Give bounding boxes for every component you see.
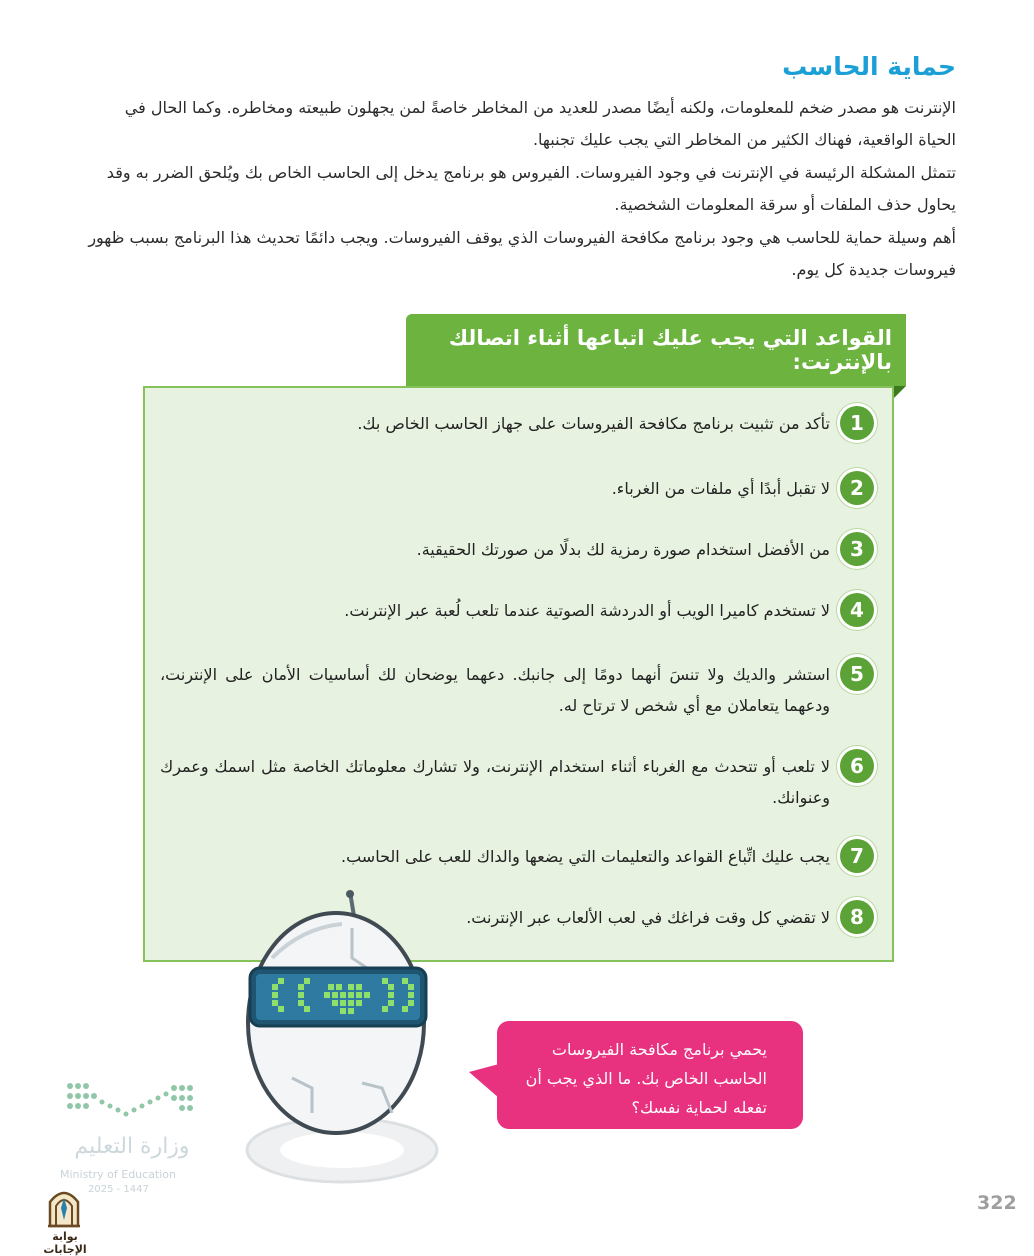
robot-mascot-illustration [232,888,442,1193]
rule-text: من الأفضل استخدام صورة رمزية لك بدلًا من صورتك الحقيقية. [416,540,830,559]
rule-item [160,657,874,721]
rule-text: استشر والديك ولا تنسَ أنهما دومًا إلى جانبك. دعهما يوضحان لك أساسيات الأمان على الإنترنت، ودعهما يتعاملان مع أي شخص لا ترتاح له. [160,665,830,715]
rule-number: 6 [840,749,874,783]
rule-item [160,749,874,813]
rule-item [612,471,874,505]
rule-item [466,900,874,934]
rule-text: لا تستخدم كاميرا الويب أو الدردشة الصوتية عندما تلعب لُعبة عبر الإنترنت. [344,601,830,620]
ministry-name-arabic: وزارة التعليم [74,1134,190,1159]
rule-number: 1 [840,406,874,440]
ministry-logo-icon [62,1080,202,1120]
paragraph-antivirus: أهم وسيلة حماية للحاسب هي وجود برنامج مكافحة الفيروسات الذي يوقف الفيروسات. ويجب دائمًا تحديث هذا البرنامج بسبب ظهور فيروسات جديدة كل يوم. [88,228,956,279]
rule-item [341,839,874,873]
paragraph-viruses: تتمثل المشكلة الرئيسة في الإنترنت في وجود الفيروسات. الفيروس هو برنامج يدخل إلى الحاسب الخاص بك ويُلحق الضرر به وقد يحاول حذف الملفات أو سرقة المعلومات الشخصية. [106,163,956,214]
rule-number: 7 [840,839,874,873]
rule-text: لا تلعب أو تتحدث مع الغرباء أثناء استخدام الإنترنت، ولا تشارك معلوماتك الخاصة مثل اسمك وعمرك وعنوانك. [160,757,830,807]
rule-number: 5 [840,657,874,691]
rule-item [417,532,874,566]
watermark-logo [30,1186,100,1256]
ministry-name-english: Ministry of Education [60,1168,177,1181]
rule-text: يجب عليك اتِّباع القواعد والتعليمات التي يضعها والداك للعب على الحاسب. [341,847,830,866]
gate-icon [46,1186,82,1228]
rule-number: 2 [840,471,874,505]
speech-bubble-tail [469,1064,499,1098]
page-number: 322 [977,1192,1017,1214]
rule-number: 4 [840,593,874,627]
rule-item [357,406,874,440]
rules-box [143,386,894,962]
watermark-text: بوابة الإجابات [43,1230,87,1256]
rule-number: 3 [840,532,874,566]
ministry-year: 2025 - 1447 [88,1184,149,1195]
rule-text: لا تقبل أبدًا أي ملفات من الغرباء. [611,479,830,498]
rule-text: لا تقضي كل وقت فراغك في لعب الألعاب عبر الإنترنت. [466,908,830,927]
paragraph-intro: الإنترنت هو مصدر ضخم للمعلومات، ولكنه أيضًا مصدر للعديد من المخاطر خاصةً لمن يجهلون طبيعته ومخاطره. وكما الحال في الحياة الواقعية، فهناك الكثير من المخاطر التي يجب عليك تجنبها. [124,98,956,149]
speech-bubble: يحمي برنامج مكافحة الفيروسات الحاسب الخاص بك. ما الذي يجب أن تفعله لحماية نفسك؟ [497,1021,803,1129]
ministry-logo [58,1080,208,1200]
rule-number: 8 [840,900,874,934]
rule-item [344,593,874,627]
rules-heading: القواعد التي يجب عليك اتباعها أثناء اتصالك بالإنترنت: [406,314,906,386]
section-title: حماية الحاسب [782,52,956,81]
rules-heading-fold [894,386,906,398]
rule-text: تأكد من تثبيت برنامج مكافحة الفيروسات على جهاز الحاسب الخاص بك. [357,414,830,433]
